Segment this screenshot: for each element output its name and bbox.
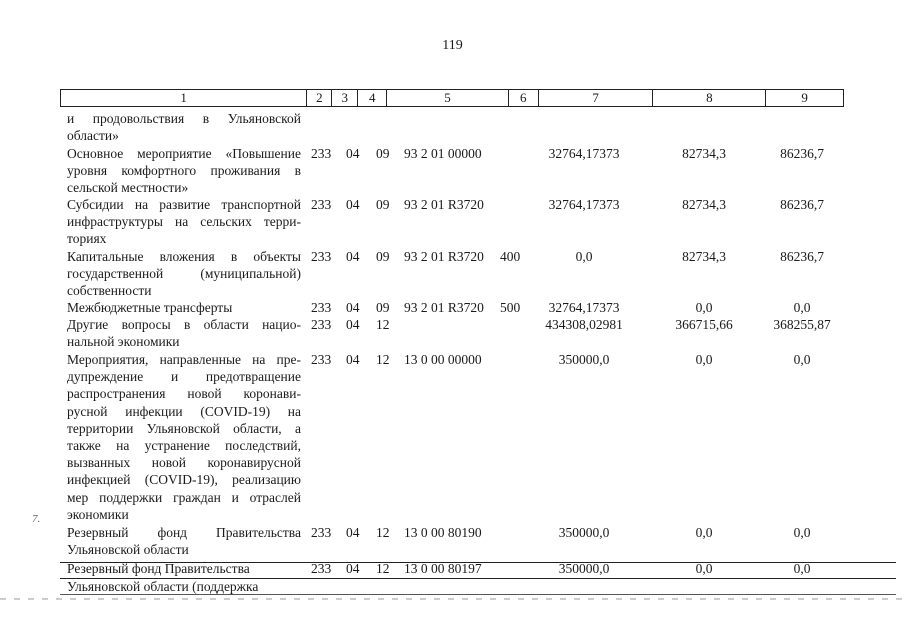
cell-col-2: 233: [311, 352, 332, 367]
row-name-line: Капитальные вложения в объекты: [67, 249, 301, 264]
cell-col-6: 400: [500, 249, 521, 264]
row-name-line: мер поддержки граждан и отраслей: [67, 489, 301, 505]
row-name: [67, 524, 301, 558]
header-col-8: 8: [653, 90, 766, 106]
cell-col-5: 93 2 01 R3720: [404, 249, 484, 264]
cell-col-7: 32764,17373: [548, 197, 620, 212]
cell-col-8: 82734,3: [682, 197, 726, 212]
cell-col-9: 0,0: [793, 352, 811, 367]
cell-col-3: 04: [346, 317, 360, 332]
row-name-line: вызванных новой коронавирусной: [67, 455, 301, 471]
cell-col-9: 0,0: [793, 525, 811, 540]
row-name-line: дупреждение и предотвращение: [67, 369, 301, 385]
table-header: [60, 89, 844, 107]
row-divider-bottom: [60, 578, 896, 579]
scan-artifact: [0, 598, 905, 600]
cell-col-4: 12: [376, 352, 390, 367]
cell-col-3: 04: [346, 146, 360, 161]
cell-col-8: 366715,66: [675, 317, 733, 332]
row-name-line: государственной (муниципальной): [67, 266, 301, 282]
row-name-line: Субсидии на развитие транспортной: [67, 197, 301, 212]
cell-col-4: 09: [376, 300, 390, 315]
cell-col-7: 434308,02981: [545, 317, 623, 332]
cell-col-4: 12: [376, 525, 390, 540]
cell-col-2: 233: [311, 317, 332, 332]
header-col-5: 5: [387, 90, 509, 106]
row-name-line: территории Ульяновской области, а: [67, 420, 301, 436]
row-name-line: сельской местности»: [67, 180, 189, 196]
cell-col-3: 04: [346, 300, 360, 315]
cell-col-9: 0,0: [793, 561, 811, 576]
row-name: [67, 351, 301, 523]
cell-col-7: 350000,0: [558, 352, 610, 367]
cell-col-9: 86236,7: [780, 197, 824, 212]
row-name-line: области»: [67, 128, 119, 144]
cell-col-8: 0,0: [695, 352, 713, 367]
cell-col-8: 0,0: [695, 561, 713, 576]
cell-col-5: 93 2 01 00000: [404, 146, 482, 161]
cell-col-5: 93 2 01 R3720: [404, 300, 484, 315]
cell-col-5: 13 0 00 80197: [404, 561, 482, 576]
row-name-line: собственности: [67, 283, 152, 299]
row-name: [67, 578, 301, 595]
row-name: [67, 145, 301, 197]
cell-col-3: 04: [346, 197, 360, 212]
row-name: [67, 110, 301, 144]
row-name-line: также на устранение последствий,: [67, 437, 301, 453]
cell-col-9: 86236,7: [780, 146, 824, 161]
header-col-7: 7: [539, 90, 654, 106]
cell-col-7: 32764,17373: [548, 146, 620, 161]
cell-col-2: 233: [311, 561, 332, 576]
row-name-line: Мероприятия, направленные на пре-: [67, 352, 301, 367]
header-col-4: 4: [358, 90, 387, 106]
row-name-line: Резервный фонд Правительства: [67, 525, 301, 540]
row-name-line: Межбюджетные трансферты: [67, 300, 233, 315]
row-name-line: инфекцией (COVID-19), реализацию: [67, 472, 301, 488]
cell-col-7: 0,0: [575, 249, 593, 264]
margin-mark: 7.: [32, 513, 41, 525]
cell-col-5: 13 0 00 80190: [404, 525, 482, 540]
cell-col-7: 350000,0: [558, 561, 610, 576]
row-divider-top: [60, 562, 896, 563]
header-col-2: 2: [307, 90, 332, 106]
cell-col-8: 0,0: [695, 300, 713, 315]
cell-col-3: 04: [346, 525, 360, 540]
cell-col-4: 12: [376, 317, 390, 332]
cell-col-2: 233: [311, 146, 332, 161]
row-name: [67, 316, 301, 350]
header-col-9: 9: [801, 90, 808, 105]
cell-col-5: 13 0 00 00000: [404, 352, 482, 367]
row-divider-cut: [60, 594, 896, 595]
cell-col-9: 368255,87: [773, 317, 831, 332]
row-name-line: уровня комфортного проживания в: [67, 163, 301, 179]
cell-col-4: 09: [376, 249, 390, 264]
row-name-line: инфраструктуры на сельских терри-: [67, 214, 301, 230]
cell-col-7: 350000,0: [558, 525, 610, 540]
cell-col-3: 04: [346, 561, 360, 576]
row-name-line: Основное мероприятие «Повышение: [67, 146, 301, 161]
cell-col-8: 82734,3: [682, 249, 726, 264]
header-col-3: 3: [332, 90, 358, 106]
cell-col-4: 12: [376, 561, 390, 576]
cell-col-2: 233: [311, 197, 332, 212]
cell-col-8: 0,0: [695, 525, 713, 540]
row-name: [67, 248, 301, 300]
header-col-6: 6: [509, 90, 539, 106]
cell-col-2: 233: [311, 300, 332, 315]
cell-col-4: 09: [376, 146, 390, 161]
row-name-line: русной инфекции (COVID-19) на: [67, 403, 301, 419]
cell-col-3: 04: [346, 352, 360, 367]
row-name-line: распространения новой коронави-: [67, 386, 301, 402]
row-name-line: экономики: [67, 506, 129, 522]
row-name-line: Ульяновской области (поддержка: [67, 579, 259, 594]
header-col-1: 1: [61, 90, 307, 106]
row-name-line: Другие вопросы в области нацио-: [67, 317, 301, 332]
row-name-line: ториях: [67, 231, 107, 247]
cell-col-6: 500: [500, 300, 521, 315]
cell-col-7: 32764,17373: [548, 300, 620, 315]
row-name: [67, 299, 301, 316]
row-name-line: Ульяновской области: [67, 542, 189, 558]
cell-col-2: 233: [311, 249, 332, 264]
row-name: [67, 196, 301, 248]
row-name-line: Резервный фонд Правительства: [67, 561, 250, 576]
row-name-line: нальной экономики: [67, 334, 180, 350]
row-name-line: и продовольствия в Ульяновской: [67, 111, 301, 126]
cell-col-8: 82734,3: [682, 146, 726, 161]
page-number: 119: [442, 38, 463, 53]
cell-col-3: 04: [346, 249, 360, 264]
cell-col-4: 09: [376, 197, 390, 212]
cell-col-5: 93 2 01 R3720: [404, 197, 484, 212]
cell-col-9: 0,0: [793, 300, 811, 315]
cell-col-9: 86236,7: [780, 249, 824, 264]
cell-col-2: 233: [311, 525, 332, 540]
